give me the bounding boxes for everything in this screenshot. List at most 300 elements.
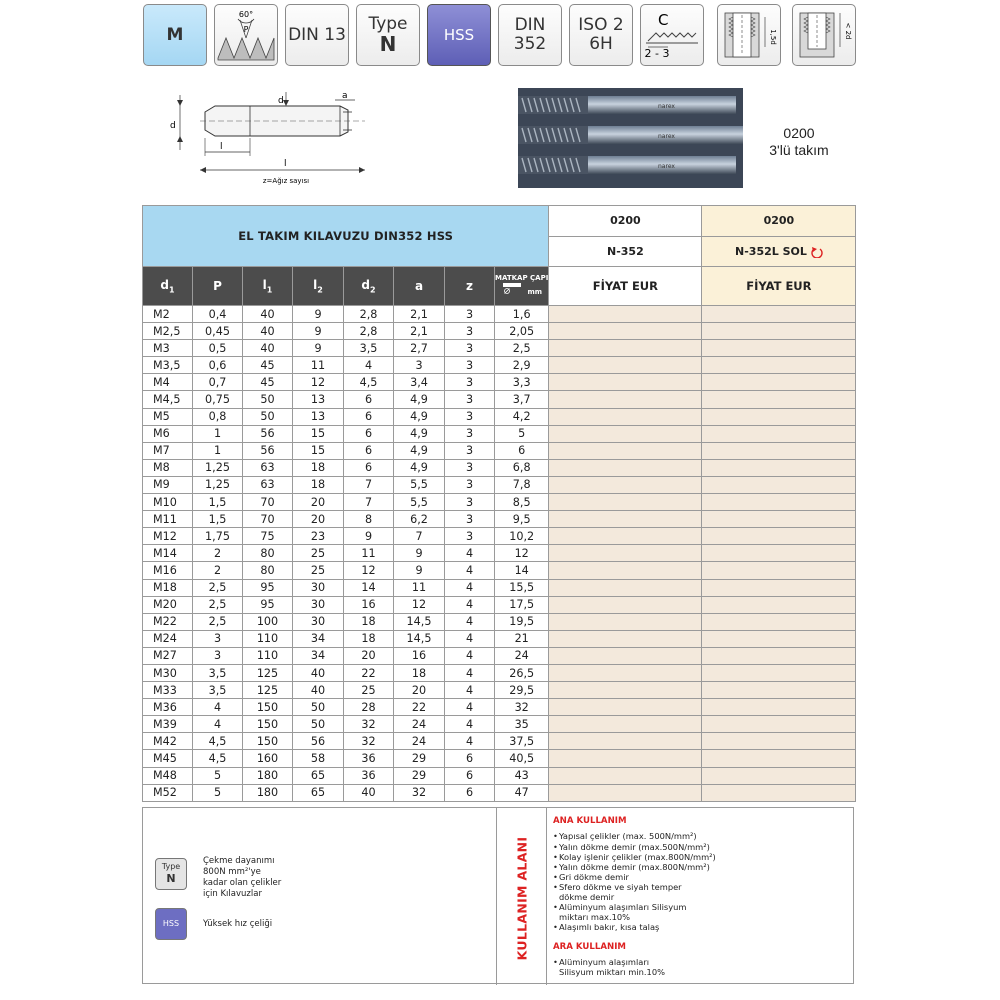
din352-bottom: 352 — [513, 34, 547, 54]
spec-cell: 125 — [243, 682, 293, 699]
spec-cell: 9 — [293, 306, 344, 323]
spec-cell: 45 — [243, 374, 293, 391]
spec-cell: 11 — [344, 545, 394, 562]
spec-cell: 3 — [445, 494, 495, 511]
spec-cell: 15 — [293, 425, 344, 442]
table-row — [143, 784, 856, 801]
price-cell-n352l — [702, 528, 856, 545]
spec-cell: 7 — [344, 494, 394, 511]
spec-cell: 7,8 — [495, 476, 549, 493]
spec-cell: 3 — [445, 340, 495, 357]
spec-cell: 29 — [394, 750, 445, 767]
spec-cell: 50 — [293, 716, 344, 733]
price-cell-n352l — [702, 716, 856, 733]
spec-cell: 50 — [243, 391, 293, 408]
spec-cell: 15,5 — [495, 579, 549, 596]
spec-cell: 3 — [193, 630, 243, 647]
spec-cell: 40 — [293, 682, 344, 699]
spec-cell: 2,9 — [495, 357, 549, 374]
spec-cell: 6 — [344, 408, 394, 425]
usage-item: • Gri dökme demir — [553, 872, 853, 882]
table-row — [143, 562, 856, 579]
spec-cell: 8,5 — [495, 494, 549, 511]
price-cell-n352l — [702, 579, 856, 596]
spec-cell: 4,9 — [394, 391, 445, 408]
spec-cell: 2,5 — [193, 596, 243, 613]
spec-cell: 4,9 — [394, 459, 445, 476]
spec-cell: 34 — [293, 630, 344, 647]
size-cell: M3 — [143, 340, 193, 357]
spec-cell: 70 — [243, 511, 293, 528]
spec-cell: 40 — [293, 664, 344, 681]
spec-cell: 3 — [445, 357, 495, 374]
price-cell-n352l — [702, 784, 856, 801]
spec-cell: 125 — [243, 664, 293, 681]
size-cell: M27 — [143, 647, 193, 664]
header-p: P — [193, 267, 243, 306]
spec-cell: 4,9 — [394, 425, 445, 442]
price-cell-n352 — [549, 340, 702, 357]
table-row — [143, 323, 856, 340]
l2-label: l — [220, 142, 223, 152]
price-cell-n352 — [549, 459, 702, 476]
spec-cell: 0,45 — [193, 323, 243, 340]
spec-cell: 2,1 — [394, 323, 445, 340]
type-n-badge — [356, 4, 420, 66]
set-label — [754, 125, 844, 159]
spec-cell: 47 — [495, 784, 549, 801]
spec-cell: 3 — [445, 511, 495, 528]
spec-cell: 14 — [344, 579, 394, 596]
type-label: Type — [368, 13, 408, 34]
d2-label: d — [278, 96, 284, 106]
table-row — [143, 664, 856, 681]
spec-cell: 14,5 — [394, 630, 445, 647]
spec-cell: 65 — [293, 767, 344, 784]
size-cell: M20 — [143, 596, 193, 613]
a-label: a — [342, 91, 348, 101]
spec-cell: 63 — [243, 476, 293, 493]
spec-cell: 24 — [394, 716, 445, 733]
spec-cell: 40 — [243, 323, 293, 340]
tap-spec-table — [142, 205, 856, 802]
spec-cell: 4,5 — [193, 750, 243, 767]
spec-cell: 4 — [193, 699, 243, 716]
metric-thread-badge — [143, 4, 207, 66]
chamfer-c: C — [658, 11, 669, 29]
table-row — [143, 528, 856, 545]
spec-cell: 4,9 — [394, 442, 445, 459]
table-body — [143, 306, 856, 802]
price-cell-n352l — [702, 733, 856, 750]
spec-cell: 7 — [344, 476, 394, 493]
price-cell-n352 — [549, 476, 702, 493]
spec-cell: 9 — [394, 562, 445, 579]
price-cell-n352l — [702, 682, 856, 699]
spec-cell: 25 — [293, 545, 344, 562]
spec-cell: 9 — [394, 545, 445, 562]
price-cell-n352 — [549, 391, 702, 408]
spec-cell: 40 — [243, 306, 293, 323]
tap-2 — [518, 126, 743, 144]
spec-cell: 1 — [193, 425, 243, 442]
usage-item: • Yapısal çelikler (max. 500N/mm²) — [553, 831, 853, 841]
spec-cell: 16 — [344, 596, 394, 613]
spec-cell: 12 — [394, 596, 445, 613]
spec-cell: 4 — [445, 699, 495, 716]
size-cell: M36 — [143, 699, 193, 716]
spec-cell: 0,7 — [193, 374, 243, 391]
usage-side-label: KULLANIM ALANI — [514, 836, 530, 960]
spec-cell: 5 — [495, 425, 549, 442]
spec-cell: 3,5 — [193, 682, 243, 699]
spec-cell: 18 — [293, 459, 344, 476]
price-cell-n352 — [549, 545, 702, 562]
spec-cell: 9 — [344, 528, 394, 545]
table-row — [143, 391, 856, 408]
spec-icon-row — [143, 4, 858, 66]
price-cell-n352l — [702, 323, 856, 340]
usage-item: • Kolay işlenir çelikler (max.800N/mm²) — [553, 852, 853, 862]
price-cell-n352 — [549, 647, 702, 664]
spec-cell: 12 — [293, 374, 344, 391]
spec-cell: 23 — [293, 528, 344, 545]
spec-cell: 6 — [495, 442, 549, 459]
spec-cell: 4,2 — [495, 408, 549, 425]
spec-cell: 22 — [394, 699, 445, 716]
spec-cell: 40 — [344, 784, 394, 801]
spec-cell: 3 — [394, 357, 445, 374]
price-cell-n352 — [549, 562, 702, 579]
col2-type — [702, 236, 856, 267]
spec-cell: 150 — [243, 699, 293, 716]
price-cell-n352l — [702, 494, 856, 511]
spec-cell: 0,4 — [193, 306, 243, 323]
spec-cell: 56 — [243, 425, 293, 442]
spec-cell: 6 — [344, 442, 394, 459]
spec-cell: 2 — [193, 545, 243, 562]
table-row — [143, 545, 856, 562]
table-row — [143, 733, 856, 750]
spec-cell: 3 — [445, 323, 495, 340]
iso-tolerance-badge — [569, 4, 633, 66]
secondary-usage-list — [553, 957, 853, 977]
spec-cell: 5,5 — [394, 476, 445, 493]
size-cell: M16 — [143, 562, 193, 579]
spec-cell: 1,25 — [193, 459, 243, 476]
thread-profile-icon — [214, 4, 278, 66]
spec-cell: 20 — [293, 494, 344, 511]
spec-cell: 3 — [445, 391, 495, 408]
price-cell-n352 — [549, 664, 702, 681]
type-n-description: Çekme dayanımı 800N mm²'ye kadar olan çelikler için Kılavuzlar — [203, 856, 282, 900]
spec-cell: 2,5 — [193, 613, 243, 630]
spec-cell: 12 — [344, 562, 394, 579]
spec-cell: 2 — [193, 562, 243, 579]
price-cell-n352l — [702, 442, 856, 459]
spec-cell: 32 — [344, 716, 394, 733]
price-cell-n352l — [702, 699, 856, 716]
price-cell-n352 — [549, 374, 702, 391]
price-cell-n352l — [702, 476, 856, 493]
header-d1: $d_1$ — [143, 267, 193, 306]
size-cell: M4,5 — [143, 391, 193, 408]
spec-cell: 6 — [445, 750, 495, 767]
chamfer-icon — [642, 7, 702, 63]
header-drill — [495, 267, 549, 306]
z-caption: z=Ağız sayısı — [262, 177, 310, 185]
blind-hole-icon — [792, 4, 856, 66]
size-cell: M12 — [143, 528, 193, 545]
usage-item: • Sfero dökme ve siyah temper — [553, 882, 853, 892]
spec-cell: 25 — [344, 682, 394, 699]
spec-cell: 6 — [445, 767, 495, 784]
spec-cell: 6 — [344, 459, 394, 476]
size-cell: M2,5 — [143, 323, 193, 340]
spec-cell: 32 — [394, 784, 445, 801]
spec-cell: 4 — [445, 682, 495, 699]
spec-cell: 6 — [445, 784, 495, 801]
spec-cell: 1,25 — [193, 476, 243, 493]
table-title: EL TAKIM KILAVUZU DIN352 HSS — [143, 206, 549, 267]
usage-item-continued: Silisyum miktarı min.10% — [559, 967, 665, 978]
spec-cell: 11 — [293, 357, 344, 374]
table-row — [143, 630, 856, 647]
chamfer-badge — [640, 4, 704, 66]
brand-mark-3: narex — [658, 163, 675, 170]
spec-cell: 50 — [243, 408, 293, 425]
spec-cell: 3 — [193, 647, 243, 664]
drill-unit: mm — [527, 288, 543, 296]
price-cell-n352l — [702, 767, 856, 784]
spec-cell: 32 — [344, 733, 394, 750]
tap-dimension-drawing — [160, 90, 375, 190]
price-cell-n352l — [702, 306, 856, 323]
spec-cell: 15 — [293, 442, 344, 459]
spec-cell: 3,3 — [495, 374, 549, 391]
spec-cell: 16 — [394, 647, 445, 664]
table-row — [143, 750, 856, 767]
spec-cell: 14 — [495, 562, 549, 579]
usage-panel — [553, 814, 853, 977]
col2-price-header: FİYAT EUR — [702, 267, 856, 306]
spec-cell: 18 — [344, 613, 394, 630]
spec-cell: 6,8 — [495, 459, 549, 476]
spec-cell: 4 — [445, 579, 495, 596]
spec-cell: 3 — [445, 425, 495, 442]
spec-cell: 3,4 — [394, 374, 445, 391]
spec-cell: 4 — [445, 562, 495, 579]
hss-label: HSS — [443, 25, 475, 44]
drill-header-label: MATKAP ÇAPI — [495, 274, 549, 282]
hss-badge — [427, 4, 491, 66]
spec-cell: 56 — [243, 442, 293, 459]
table-row — [143, 716, 856, 733]
spec-cell: 18 — [344, 630, 394, 647]
price-cell-n352 — [549, 699, 702, 716]
table-row — [143, 340, 856, 357]
iso-bottom: 6H — [589, 34, 613, 54]
legend-hss-label: HSS — [162, 919, 180, 928]
spec-cell: 63 — [243, 459, 293, 476]
table-row — [143, 408, 856, 425]
price-cell-n352l — [702, 613, 856, 630]
size-cell: M2 — [143, 306, 193, 323]
size-cell: M48 — [143, 767, 193, 784]
price-cell-n352 — [549, 682, 702, 699]
price-cell-n352 — [549, 323, 702, 340]
price-cell-n352 — [549, 494, 702, 511]
price-cell-n352l — [702, 459, 856, 476]
spec-cell: 25 — [293, 562, 344, 579]
spec-cell: 10,2 — [495, 528, 549, 545]
price-cell-n352 — [549, 733, 702, 750]
size-cell: M30 — [143, 664, 193, 681]
size-cell: M3,5 — [143, 357, 193, 374]
spec-cell: 150 — [243, 733, 293, 750]
spec-cell: 20 — [394, 682, 445, 699]
price-cell-n352 — [549, 442, 702, 459]
spec-cell: 13 — [293, 391, 344, 408]
spec-cell: 34 — [293, 647, 344, 664]
spec-cell: 43 — [495, 767, 549, 784]
spec-cell: 110 — [243, 630, 293, 647]
spec-cell: 4 — [445, 545, 495, 562]
header-a: a — [394, 267, 445, 306]
col2-code: 0200 — [702, 206, 856, 237]
main-usage-list — [553, 831, 853, 932]
footer-panel — [142, 807, 854, 984]
price-cell-n352 — [549, 750, 702, 767]
size-cell: M4 — [143, 374, 193, 391]
spec-cell: 14,5 — [394, 613, 445, 630]
size-cell: M24 — [143, 630, 193, 647]
spec-cell: 3,5 — [193, 664, 243, 681]
price-cell-n352 — [549, 613, 702, 630]
spec-cell: 1,75 — [193, 528, 243, 545]
spec-cell: 4 — [445, 733, 495, 750]
spec-cell: 32 — [495, 699, 549, 716]
spec-cell: 30 — [293, 596, 344, 613]
spec-cell: 26,5 — [495, 664, 549, 681]
size-cell: M14 — [143, 545, 193, 562]
size-cell: M39 — [143, 716, 193, 733]
spec-cell: 5 — [193, 767, 243, 784]
spec-cell: 19,5 — [495, 613, 549, 630]
iso-top: ISO 2 — [578, 15, 624, 36]
size-cell: M10 — [143, 494, 193, 511]
depth1-label: 1,5d — [769, 29, 777, 45]
metric-label: M — [166, 24, 184, 45]
spec-cell: 3,7 — [495, 391, 549, 408]
d1-label: d — [170, 121, 176, 131]
price-cell-n352l — [702, 391, 856, 408]
usage-item-continued: miktarı max.10% — [559, 912, 631, 923]
spec-cell: 3,5 — [344, 340, 394, 357]
spec-cell: 1 — [193, 442, 243, 459]
spec-cell: 2,1 — [394, 306, 445, 323]
spec-cell: 75 — [243, 528, 293, 545]
left-hand-rotation-icon — [811, 246, 823, 258]
main-usage-title: ANA KULLANIM — [553, 816, 627, 826]
brand-mark-2: narex — [658, 133, 675, 140]
spec-cell: 3 — [445, 306, 495, 323]
table-row — [143, 425, 856, 442]
tap-3 — [518, 156, 736, 174]
spec-cell: 4 — [445, 596, 495, 613]
price-cell-n352 — [549, 630, 702, 647]
l1-label: l — [284, 159, 287, 169]
spec-cell: 2,5 — [495, 340, 549, 357]
price-cell-n352 — [549, 528, 702, 545]
size-cell: M8 — [143, 459, 193, 476]
usage-item: • Yalın dökme demir (max.500N/mm²) — [553, 842, 853, 852]
size-cell: M18 — [143, 579, 193, 596]
spec-cell: 17,5 — [495, 596, 549, 613]
spec-cell: 2,7 — [394, 340, 445, 357]
spec-cell: 36 — [344, 767, 394, 784]
size-cell: M42 — [143, 733, 193, 750]
pitch-label: P — [243, 25, 249, 34]
spec-cell: 50 — [293, 699, 344, 716]
spec-cell: 24 — [394, 733, 445, 750]
table-row — [143, 511, 856, 528]
spec-cell: 22 — [344, 664, 394, 681]
spec-cell: 36 — [344, 750, 394, 767]
table-row — [143, 442, 856, 459]
spec-cell: 11 — [394, 579, 445, 596]
spec-cell: 13 — [293, 408, 344, 425]
usage-item: • Yalın dökme demir (max.800N/mm²) — [553, 862, 853, 872]
depth2-label: < 2d — [844, 22, 852, 40]
din13-label: DIN 13 — [288, 24, 346, 45]
spec-cell: 29 — [394, 767, 445, 784]
spec-cell: 20 — [344, 647, 394, 664]
spec-cell: 9,5 — [495, 511, 549, 528]
spec-cell: 0,6 — [193, 357, 243, 374]
thread-angle-icon — [216, 8, 276, 62]
table-row — [143, 459, 856, 476]
spec-cell: 4,9 — [394, 408, 445, 425]
size-cell: M33 — [143, 682, 193, 699]
table-row — [143, 306, 856, 323]
spec-cell: 6 — [344, 425, 394, 442]
price-cell-n352l — [702, 750, 856, 767]
spec-cell: 40,5 — [495, 750, 549, 767]
spec-cell: 2,5 — [193, 579, 243, 596]
spec-cell: 35 — [495, 716, 549, 733]
spec-cell: 20 — [293, 511, 344, 528]
price-cell-n352l — [702, 357, 856, 374]
spec-cell: 2,05 — [495, 323, 549, 340]
price-cell-n352 — [549, 716, 702, 733]
spec-cell: 56 — [293, 733, 344, 750]
table-row — [143, 596, 856, 613]
chamfer-range: 2 - 3 — [644, 47, 670, 60]
spec-cell: 70 — [243, 494, 293, 511]
spec-cell: 7 — [394, 528, 445, 545]
spec-cell: 9 — [293, 323, 344, 340]
spec-cell: 0,8 — [193, 408, 243, 425]
size-cell: M45 — [143, 750, 193, 767]
spec-cell: 5 — [193, 784, 243, 801]
price-cell-n352 — [549, 425, 702, 442]
spec-cell: 65 — [293, 784, 344, 801]
price-cell-n352 — [549, 408, 702, 425]
spec-cell: 4 — [445, 630, 495, 647]
size-cell: M6 — [143, 425, 193, 442]
spec-cell: 37,5 — [495, 733, 549, 750]
